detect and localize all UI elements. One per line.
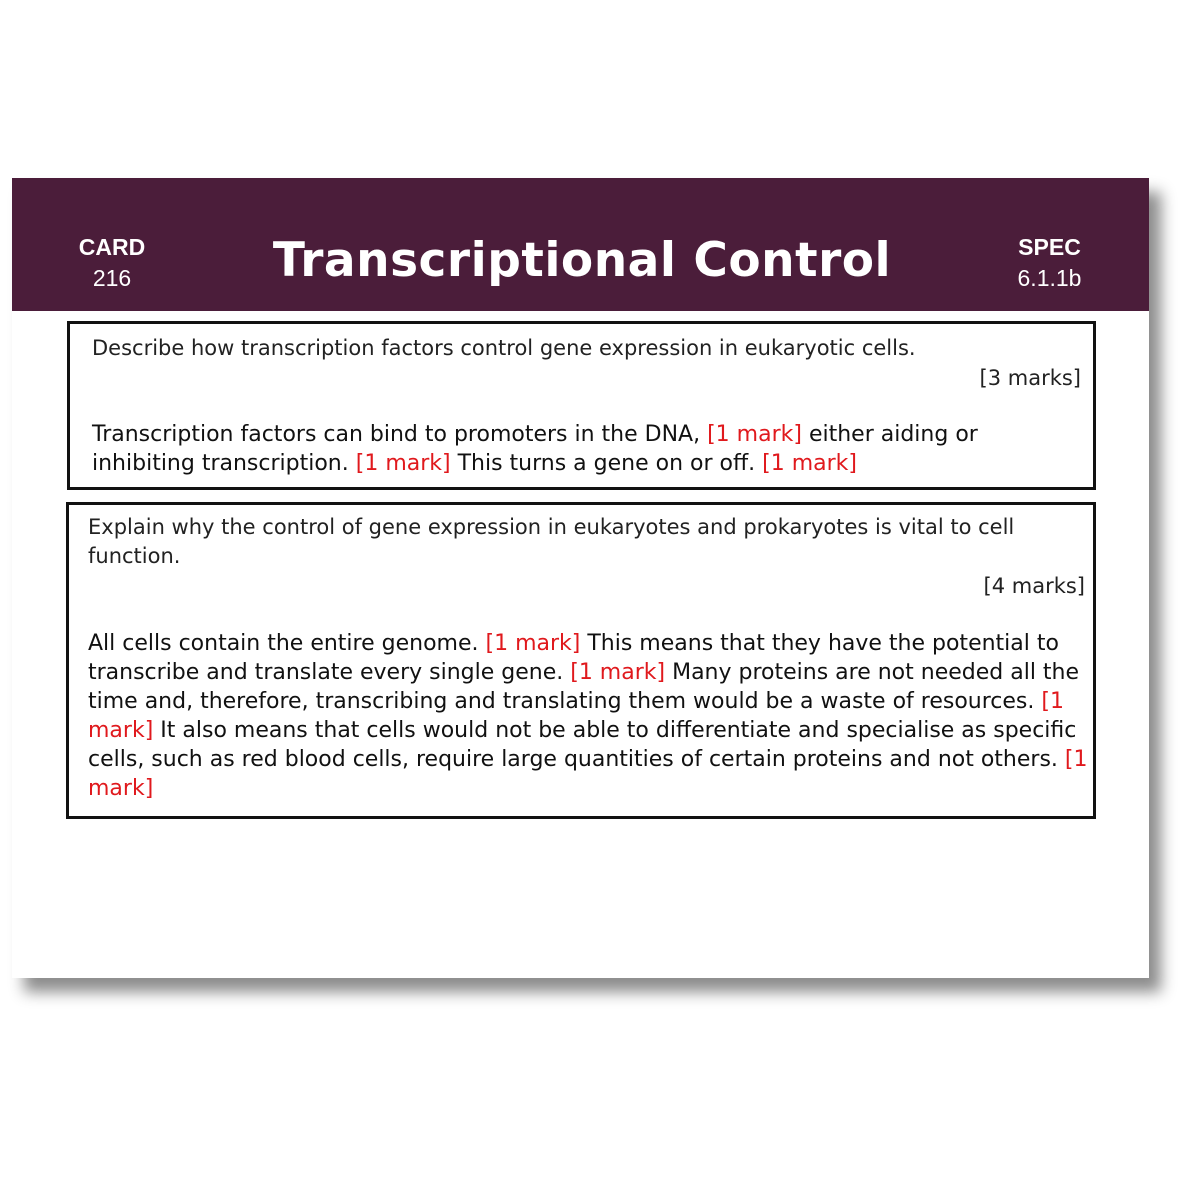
- question-2-marks: [4 marks]: [983, 574, 1085, 598]
- answer-sentence: All cells contain the entire genome.: [88, 631, 479, 656]
- mark-tag: [1 mark]: [485, 631, 581, 656]
- question-2-answer: [88, 629, 1088, 803]
- answer-sentence: Many proteins are not needed all the time and, therefore, transcribing and translating them would be a waste of resources.: [88, 660, 1080, 714]
- question-2-prompt: Explain why the control of gene expression in eukaryotes and prokaryotes is vital to cell function.: [88, 515, 1015, 568]
- question-box-2: [66, 502, 1096, 819]
- answer-sentence: This turns a gene on or off.: [457, 451, 756, 476]
- mark-tag: [1 mark]: [355, 451, 451, 476]
- question-1-marks: [3 marks]: [979, 366, 1081, 390]
- card-number: 216: [92, 265, 132, 291]
- answer-sentence: Transcription factors can bind to promoters in the DNA,: [92, 422, 701, 447]
- question-1-answer: [92, 420, 1082, 478]
- mark-tag: [1 mark]: [570, 660, 666, 685]
- question-1-prompt: Describe how transcription factors control gene expression in eukaryotic cells.: [92, 336, 916, 360]
- mark-tag: [1 mark]: [88, 689, 1064, 743]
- mark-tag: [1 mark]: [762, 451, 857, 476]
- spec-label: SPEC: [1018, 234, 1081, 260]
- question-box-1: [67, 321, 1096, 490]
- answer-sentence: either aiding or inhibiting transcription.: [92, 422, 978, 476]
- card-number-block: [62, 232, 162, 294]
- card-label: CARD: [78, 234, 146, 260]
- card-title: Transcriptional Control: [272, 233, 892, 288]
- spec-block: [997, 232, 1102, 294]
- mark-tag: [1 mark]: [707, 422, 802, 447]
- card-header: [12, 178, 1149, 311]
- answer-sentence: It also means that cells would not be able to differentiate and specialise as specific cells, such as red blood cells, require large quantities of certain proteins and not others.: [88, 718, 1077, 772]
- revision-card: [12, 178, 1149, 978]
- answer-sentence: This means that they have the potential to transcribe and translate every single gene.: [88, 631, 1059, 685]
- spec-code: 6.1.1b: [1017, 265, 1082, 291]
- mark-tag: [1 mark]: [88, 747, 1088, 801]
